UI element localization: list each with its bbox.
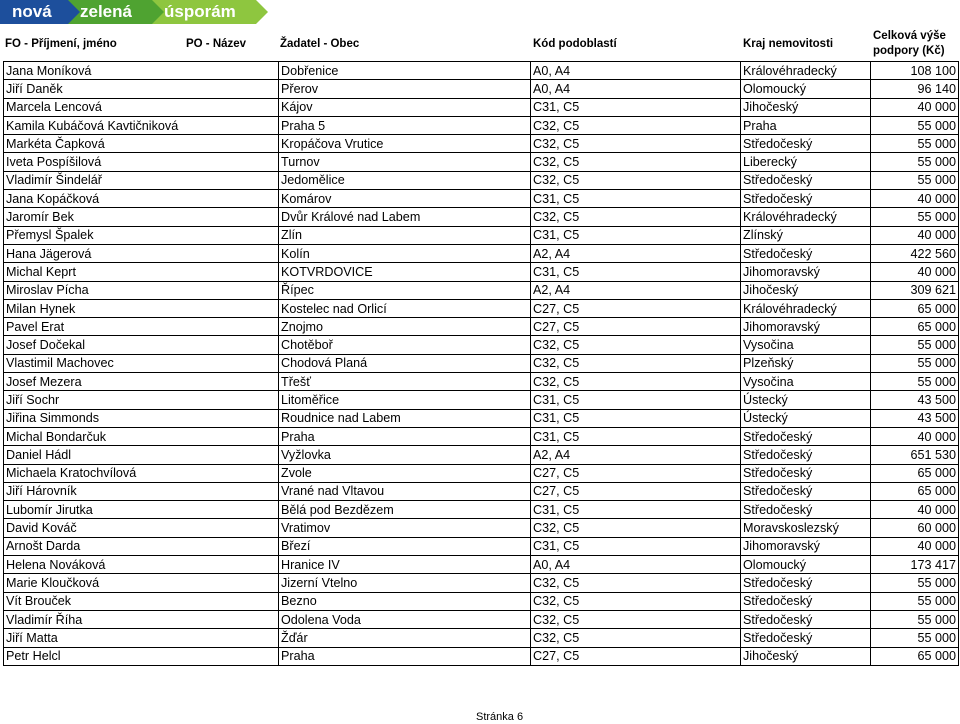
cell-kod: C32, C5 — [531, 153, 741, 171]
cell-obec: Chodová Planá — [279, 354, 531, 372]
cell-name: Přemysl Špalek — [4, 226, 279, 244]
header-applicant: Žadatel - Obec — [280, 38, 360, 50]
cell-kod: C31, C5 — [531, 98, 741, 116]
table-row — [4, 299, 959, 317]
cell-name: Michaela Kratochvílová — [4, 464, 279, 482]
cell-castka: 96 140 — [871, 80, 959, 98]
cell-kod: C31, C5 — [531, 391, 741, 409]
cell-kod: C32, C5 — [531, 519, 741, 537]
cell-name: Michal Bondarčuk — [4, 427, 279, 445]
header-region: Kraj nemovitosti — [743, 38, 834, 50]
cell-kod: C32, C5 — [531, 116, 741, 134]
cell-obec: Komárov — [279, 190, 531, 208]
table-row — [4, 135, 959, 153]
cell-kraj: Středočeský — [741, 244, 871, 262]
cell-obec: Roudnice nad Labem — [279, 409, 531, 427]
table-row — [4, 391, 959, 409]
cell-name: Jiří Matta — [4, 629, 279, 647]
cell-kraj: Jihomoravský — [741, 318, 871, 336]
table-row — [4, 427, 959, 445]
cell-obec: Březí — [279, 537, 531, 555]
header-code: Kód podoblastí — [533, 38, 617, 50]
table-row — [4, 501, 959, 519]
table-row — [4, 574, 959, 592]
cell-kod: C32, C5 — [531, 574, 741, 592]
cell-kraj: Královéhradecký — [741, 62, 871, 80]
table-row — [4, 226, 959, 244]
cell-kraj: Olomoucký — [741, 80, 871, 98]
cell-castka: 40 000 — [871, 263, 959, 281]
cell-kod: C31, C5 — [531, 190, 741, 208]
cell-kraj: Jihočeský — [741, 98, 871, 116]
cell-kod: C31, C5 — [531, 427, 741, 445]
header-amount — [873, 28, 946, 60]
table-row — [4, 537, 959, 555]
table-row — [4, 281, 959, 299]
table-row — [4, 116, 959, 134]
cell-kraj: Středočeský — [741, 427, 871, 445]
cell-kraj: Jihočeský — [741, 647, 871, 665]
cell-kod: C32, C5 — [531, 629, 741, 647]
cell-name: Marcela Lencová — [4, 98, 279, 116]
cell-kod: C27, C5 — [531, 318, 741, 336]
cell-obec: Řípec — [279, 281, 531, 299]
cell-name: Daniel Hádl — [4, 446, 279, 464]
cell-castka: 55 000 — [871, 629, 959, 647]
cell-kod: A2, A4 — [531, 281, 741, 299]
grant-table — [3, 61, 959, 666]
cell-kraj: Středočeský — [741, 482, 871, 500]
header-name: FO - Příjmení, jméno — [5, 38, 117, 50]
cell-castka: 173 417 — [871, 556, 959, 574]
cell-kraj: Středočeský — [741, 574, 871, 592]
cell-kraj: Ústecký — [741, 409, 871, 427]
cell-kraj: Zlínský — [741, 226, 871, 244]
cell-name: Jaromír Bek — [4, 208, 279, 226]
cell-castka: 40 000 — [871, 501, 959, 519]
cell-obec: Hranice IV — [279, 556, 531, 574]
table-row — [4, 519, 959, 537]
cell-kod: C31, C5 — [531, 409, 741, 427]
cell-obec: Žďár — [279, 629, 531, 647]
cell-obec: Praha — [279, 427, 531, 445]
cell-kod: A0, A4 — [531, 62, 741, 80]
cell-name: Iveta Pospíšilová — [4, 153, 279, 171]
table-row — [4, 318, 959, 336]
cell-obec: Turnov — [279, 153, 531, 171]
cell-castka: 40 000 — [871, 226, 959, 244]
cell-kod: A2, A4 — [531, 446, 741, 464]
cell-obec: Přerov — [279, 80, 531, 98]
cell-name: Jiří Daněk — [4, 80, 279, 98]
cell-castka: 422 560 — [871, 244, 959, 262]
cell-castka: 55 000 — [871, 592, 959, 610]
cell-castka: 65 000 — [871, 482, 959, 500]
cell-castka: 40 000 — [871, 537, 959, 555]
cell-castka: 65 000 — [871, 318, 959, 336]
table-row — [4, 244, 959, 262]
table-row — [4, 409, 959, 427]
table-row — [4, 629, 959, 647]
cell-name: Michal Keprt — [4, 263, 279, 281]
cell-kraj: Liberecký — [741, 153, 871, 171]
cell-name: Helena Nováková — [4, 556, 279, 574]
header-amount-line2: podpory (Kč) — [873, 45, 945, 57]
cell-kod: C32, C5 — [531, 171, 741, 189]
cell-castka: 55 000 — [871, 336, 959, 354]
header-amount-line1: Celková výše — [873, 30, 946, 42]
cell-name: Vladimír Šindelář — [4, 171, 279, 189]
cell-obec: Třešť — [279, 373, 531, 391]
cell-kraj: Olomoucký — [741, 556, 871, 574]
table-row — [4, 98, 959, 116]
program-logo — [0, 0, 256, 24]
cell-obec: Kropáčova Vrutice — [279, 135, 531, 153]
table-row — [4, 263, 959, 281]
cell-obec: Vratimov — [279, 519, 531, 537]
cell-kraj: Středočeský — [741, 629, 871, 647]
cell-castka: 651 530 — [871, 446, 959, 464]
cell-obec: Zvole — [279, 464, 531, 482]
table-row — [4, 354, 959, 372]
cell-kraj: Královéhradecký — [741, 208, 871, 226]
cell-castka: 40 000 — [871, 427, 959, 445]
cell-kraj: Středočeský — [741, 135, 871, 153]
cell-name: Josef Mezera — [4, 373, 279, 391]
cell-kraj: Praha — [741, 116, 871, 134]
cell-obec: Bezno — [279, 592, 531, 610]
cell-castka: 43 500 — [871, 409, 959, 427]
table-row — [4, 482, 959, 500]
cell-obec: Zlín — [279, 226, 531, 244]
cell-obec: Dvůr Králové nad Labem — [279, 208, 531, 226]
cell-obec: Jizerní Vtelno — [279, 574, 531, 592]
cell-name: Markéta Čapková — [4, 135, 279, 153]
table-row — [4, 190, 959, 208]
cell-obec: Praha 5 — [279, 116, 531, 134]
cell-name: Milan Hynek — [4, 299, 279, 317]
cell-name: Josef Dočekal — [4, 336, 279, 354]
cell-kod: C32, C5 — [531, 373, 741, 391]
cell-castka: 309 621 — [871, 281, 959, 299]
table-row — [4, 336, 959, 354]
cell-name: Jana Moníková — [4, 62, 279, 80]
cell-name: Hana Jägerová — [4, 244, 279, 262]
table-row — [4, 464, 959, 482]
cell-castka: 55 000 — [871, 116, 959, 134]
cell-kraj: Jihomoravský — [741, 263, 871, 281]
cell-kraj: Moravskoslezský — [741, 519, 871, 537]
cell-name: Vlastimil Machovec — [4, 354, 279, 372]
cell-castka: 40 000 — [871, 190, 959, 208]
cell-kraj: Jihočeský — [741, 281, 871, 299]
cell-castka: 55 000 — [871, 610, 959, 628]
cell-kraj: Jihomoravský — [741, 537, 871, 555]
cell-castka: 55 000 — [871, 171, 959, 189]
cell-kraj: Středočeský — [741, 610, 871, 628]
cell-name: Vladimír Říha — [4, 610, 279, 628]
cell-kod: C32, C5 — [531, 336, 741, 354]
cell-castka: 55 000 — [871, 354, 959, 372]
table-row — [4, 556, 959, 574]
cell-kod: C27, C5 — [531, 482, 741, 500]
cell-kod: C32, C5 — [531, 354, 741, 372]
cell-kraj: Vysočina — [741, 336, 871, 354]
cell-obec: Praha — [279, 647, 531, 665]
table-row — [4, 446, 959, 464]
cell-obec: Chotěboř — [279, 336, 531, 354]
cell-name: David Kováč — [4, 519, 279, 537]
cell-obec: Jedomělice — [279, 171, 531, 189]
cell-kod: C32, C5 — [531, 592, 741, 610]
cell-name: Kamila Kubáčová Kavtičniková — [4, 116, 279, 134]
table-row — [4, 80, 959, 98]
cell-castka: 60 000 — [871, 519, 959, 537]
cell-kraj: Středočeský — [741, 171, 871, 189]
cell-kod: A2, A4 — [531, 244, 741, 262]
cell-kraj: Středočeský — [741, 446, 871, 464]
cell-name: Jiří Hárovník — [4, 482, 279, 500]
grant-table-body — [4, 62, 959, 666]
cell-kraj: Plzeňský — [741, 354, 871, 372]
cell-name: Lubomír Jirutka — [4, 501, 279, 519]
table-row — [4, 153, 959, 171]
cell-castka: 55 000 — [871, 208, 959, 226]
cell-name: Miroslav Pícha — [4, 281, 279, 299]
cell-name: Jiřina Simmonds — [4, 409, 279, 427]
cell-obec: Litoměřice — [279, 391, 531, 409]
cell-name: Petr Helcl — [4, 647, 279, 665]
cell-castka: 43 500 — [871, 391, 959, 409]
cell-kod: A0, A4 — [531, 556, 741, 574]
cell-obec: Kolín — [279, 244, 531, 262]
table-row — [4, 610, 959, 628]
cell-castka: 108 100 — [871, 62, 959, 80]
cell-name: Jiří Sochr — [4, 391, 279, 409]
cell-obec: Bělá pod Bezdězem — [279, 501, 531, 519]
cell-castka: 65 000 — [871, 647, 959, 665]
cell-castka: 55 000 — [871, 153, 959, 171]
cell-castka: 55 000 — [871, 135, 959, 153]
cell-castka: 55 000 — [871, 373, 959, 391]
cell-name: Marie Kloučková — [4, 574, 279, 592]
cell-kod: C32, C5 — [531, 610, 741, 628]
cell-obec: Odolena Voda — [279, 610, 531, 628]
table-row — [4, 62, 959, 80]
cell-kod: A0, A4 — [531, 80, 741, 98]
cell-castka: 40 000 — [871, 98, 959, 116]
cell-obec: KOTVRDOVICE — [279, 263, 531, 281]
cell-obec: Kostelec nad Orlicí — [279, 299, 531, 317]
cell-obec: Vrané nad Vltavou — [279, 482, 531, 500]
cell-kod: C32, C5 — [531, 135, 741, 153]
header-org: PO - Název — [186, 38, 247, 50]
cell-kraj: Královéhradecký — [741, 299, 871, 317]
cell-kod: C31, C5 — [531, 263, 741, 281]
cell-kod: C31, C5 — [531, 501, 741, 519]
cell-name: Vít Brouček — [4, 592, 279, 610]
cell-kod: C31, C5 — [531, 226, 741, 244]
cell-kraj: Středočeský — [741, 501, 871, 519]
table-row — [4, 171, 959, 189]
cell-name: Pavel Erat — [4, 318, 279, 336]
cell-kraj: Středočeský — [741, 464, 871, 482]
cell-kraj: Středočeský — [741, 190, 871, 208]
cell-obec: Dobřenice — [279, 62, 531, 80]
cell-castka: 55 000 — [871, 574, 959, 592]
cell-kraj: Ústecký — [741, 391, 871, 409]
cell-name: Arnošt Darda — [4, 537, 279, 555]
cell-obec: Vyžlovka — [279, 446, 531, 464]
cell-kraj: Středočeský — [741, 592, 871, 610]
cell-name: Jana Kopáčková — [4, 190, 279, 208]
cell-kod: C32, C5 — [531, 208, 741, 226]
cell-castka: 65 000 — [871, 299, 959, 317]
table-row — [4, 647, 959, 665]
logo-word-3: úsporám — [152, 0, 256, 24]
cell-kraj: Vysočina — [741, 373, 871, 391]
logo-word-1: nová — [0, 0, 68, 24]
cell-kod: C27, C5 — [531, 464, 741, 482]
logo-word-2: zelená — [68, 0, 152, 24]
cell-obec: Kájov — [279, 98, 531, 116]
page-number: Stránka 6 — [476, 711, 524, 723]
cell-kod: C27, C5 — [531, 647, 741, 665]
table-row — [4, 208, 959, 226]
table-row — [4, 592, 959, 610]
cell-kod: C31, C5 — [531, 537, 741, 555]
cell-kod: C27, C5 — [531, 299, 741, 317]
cell-castka: 65 000 — [871, 464, 959, 482]
table-row — [4, 373, 959, 391]
cell-obec: Znojmo — [279, 318, 531, 336]
